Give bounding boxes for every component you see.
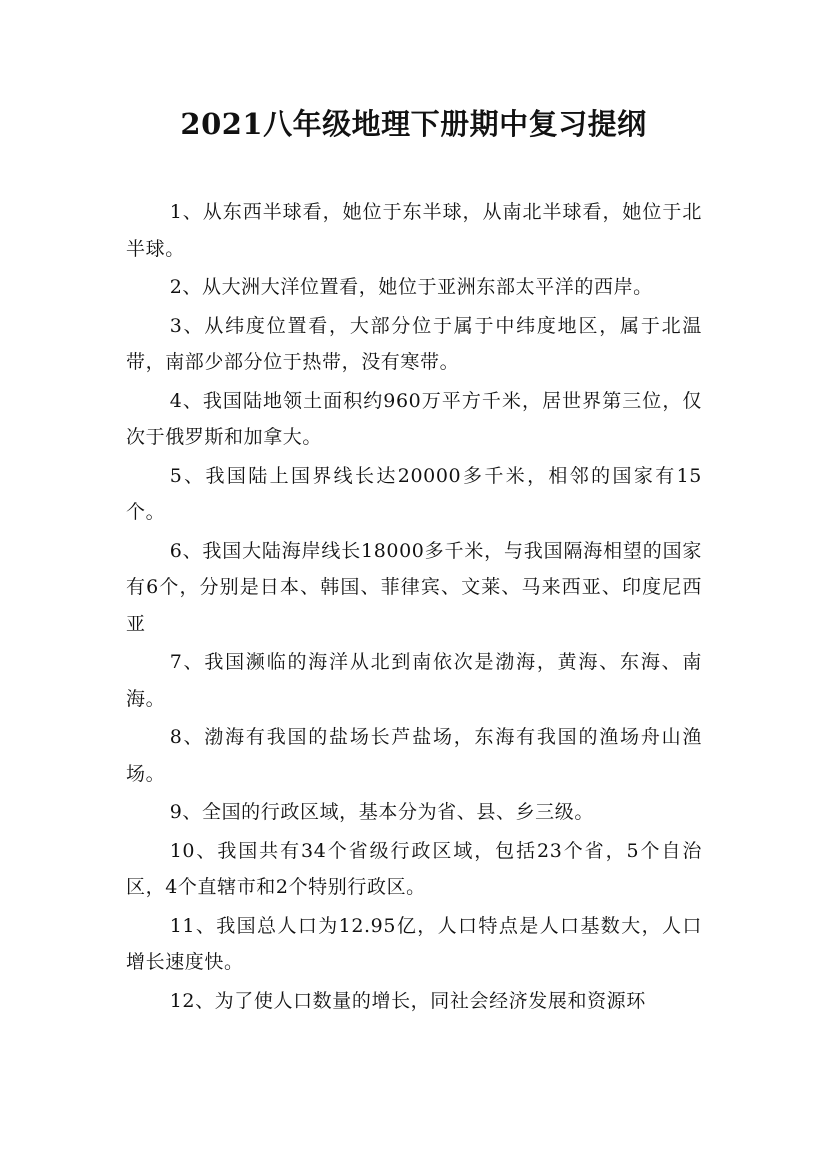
document-body [126,194,702,1021]
paragraph-9: 9、全国的行政区域，基本分为省、县、乡三级。 [169,801,594,823]
paragraph-11: 11、我国总人口为12.95亿，人口特点是人口基数大，人口增长速度快。 [126,914,702,973]
paragraph-4: 4、我国陆地领土面积约960万平方千米，居世界第三位，仅次于俄罗斯和加拿大。 [126,389,702,448]
paragraph-8: 8、渤海有我国的盐场长芦盐场，东海有我国的渔场舟山渔场。 [126,726,702,785]
paragraph-10: 10、我国共有34个省级行政区域，包括23个省，5个自治区，4个直辖市和2个特别行政区。 [126,839,702,898]
paragraph-3: 3、从纬度位置看，大部分位于属于中纬度地区，属于北温带，南部少部分位于热带，没有寒带。 [126,314,702,373]
paragraph-6: 6、我国大陆海岸线长18000多千米，与我国隔海相望的国家有6个，分别是日本、韩国、菲律宾、文莱、马来西亚、印度尼西亚 [126,539,702,635]
paragraph-2: 2、从大洲大洋位置看，她位于亚洲东部太平洋的西岸。 [169,276,653,298]
page-title: 2021八年级地理下册期中复习提纲 [180,107,647,141]
paragraph-5: 5、我国陆上国界线长达20000多千米，相邻的国家有15个。 [126,464,702,523]
paragraph-7: 7、我国濒临的海洋从北到南依次是渤海，黄海、东海、南海。 [126,651,702,710]
paragraph-1: 1、从东西半球看，她位于东半球，从南北半球看，她位于北半球。 [126,201,702,260]
paragraph-12: 12、为了使人口数量的增长，同社会经济发展和资源环 [169,989,646,1012]
